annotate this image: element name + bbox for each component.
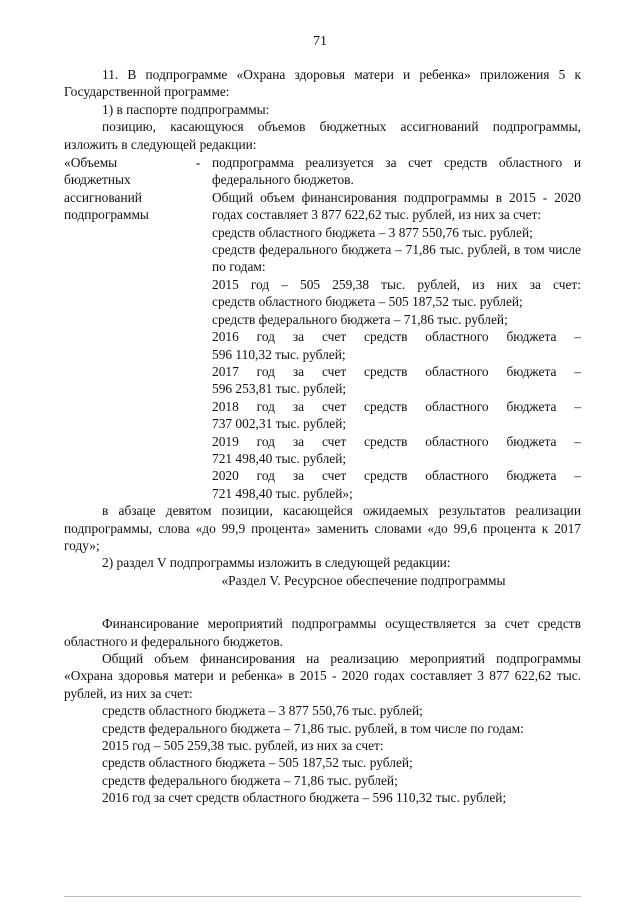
passport-line: 2019 год за счет средств областного бюджета – xyxy=(212,433,581,449)
intro-position-text: позицию, касающуюся объемов бюджетных ассигнований подпрограммы, изложить в следующей редакции: xyxy=(64,119,581,152)
passport-line: 2017 год за счет средств областного бюджета – xyxy=(212,363,581,379)
passport-label: «Объемы бюджетных ассигнований подпрограммы xyxy=(64,155,149,223)
passport-line: 2015 год – 505 259,38 тыс. рублей, из них за счет: xyxy=(212,276,581,292)
section-paragraph: Финансирование мероприятий подпрограммы осуществляется за счет средств областного и федерального бюджетов. xyxy=(64,616,581,649)
section-paragraph: 2016 год за счет средств областного бюджета – 596 110,32 тыс. рублей; xyxy=(102,790,507,806)
passport-line: 2020 год за счет средств областного бюджета – xyxy=(212,468,581,484)
page-number: 71 xyxy=(313,34,327,49)
section-paragraph: 2015 год – 505 259,38 тыс. рублей, из них за счет: xyxy=(102,738,384,754)
section-paragraph: средств федерального бюджета – 71,86 тыс. рублей; xyxy=(102,772,398,788)
passport-line: средств федерального бюджета – 71,86 тыс. рублей; xyxy=(212,311,508,327)
section-paragraph: Общий объем финансирования на реализацию мероприятий подпрограммы «Охрана здоровья матери и ребенка» в 2015 - 2020 годах составляет 3 877 622,62 тыс. рублей, из них за счет: xyxy=(64,651,581,701)
passport-line: средств федерального бюджета – 71,86 тыс. рублей, в том числе по годам: xyxy=(212,242,581,275)
page-bottom-rule xyxy=(64,896,581,897)
section-v-heading-instruction: 2) раздел V подпрограммы изложить в следующей редакции: xyxy=(102,555,451,571)
ninth-paragraph-amendment: в абзаце девятом позиции, касающейся ожидаемых результатов реализации подпрограммы, слова «до 99,9 процента» заменить словами «до 99,6 процента к 2017 году»; xyxy=(64,503,581,553)
passport-value xyxy=(212,154,581,502)
section-title: «Раздел V. Ресурсное обеспечение подпрограммы xyxy=(221,572,506,588)
passport-line: 596 253,81 тыс. рублей; xyxy=(212,381,347,397)
section-spacer xyxy=(64,589,581,615)
section-paragraph: средств областного бюджета – 3 877 550,76 тыс. рублей; xyxy=(102,703,423,719)
passport-line: 721 498,40 тыс. рублей»; xyxy=(212,485,353,501)
passport-line: 596 110,32 тыс. рублей; xyxy=(212,346,346,362)
passport-line: средств областного бюджета – 505 187,52 тыс. рублей; xyxy=(212,294,523,310)
passport-line: 2016 год за счет средств областного бюджета – xyxy=(212,329,581,345)
passport-line: 721 498,40 тыс. рублей; xyxy=(212,450,347,466)
passport-line: подпрограмма реализуется за счет средств областного и федерального бюджетов. xyxy=(212,155,581,188)
document-body xyxy=(64,66,581,807)
section-paragraph: средств федерального бюджета – 71,86 тыс. рублей, в том числе по годам: xyxy=(102,720,524,736)
intro-item-11: 11. В подпрограмме «Охрана здоровья матери и ребенка» приложения 5 к Государственной программе: xyxy=(64,67,581,100)
passport-line: 737 002,31 тыс. рублей; xyxy=(212,416,347,432)
passport-dash: - xyxy=(195,155,201,171)
section-paragraph: средств областного бюджета – 505 187,52 тыс. рублей; xyxy=(102,755,413,771)
intro-passport-heading: 1) в паспорте подпрограммы: xyxy=(102,101,270,117)
passport-line: средств областного бюджета – 3 877 550,76 тыс. рублей; xyxy=(212,224,533,240)
passport-line: Общий объем финансирования подпрограммы в 2015 - 2020 годах составляет 3 877 622,62 тыс. рублей, из них за счет: xyxy=(212,189,581,223)
passport-line: 2018 год за счет средств областного бюджета – xyxy=(212,398,581,414)
passport-table-row xyxy=(64,154,581,502)
